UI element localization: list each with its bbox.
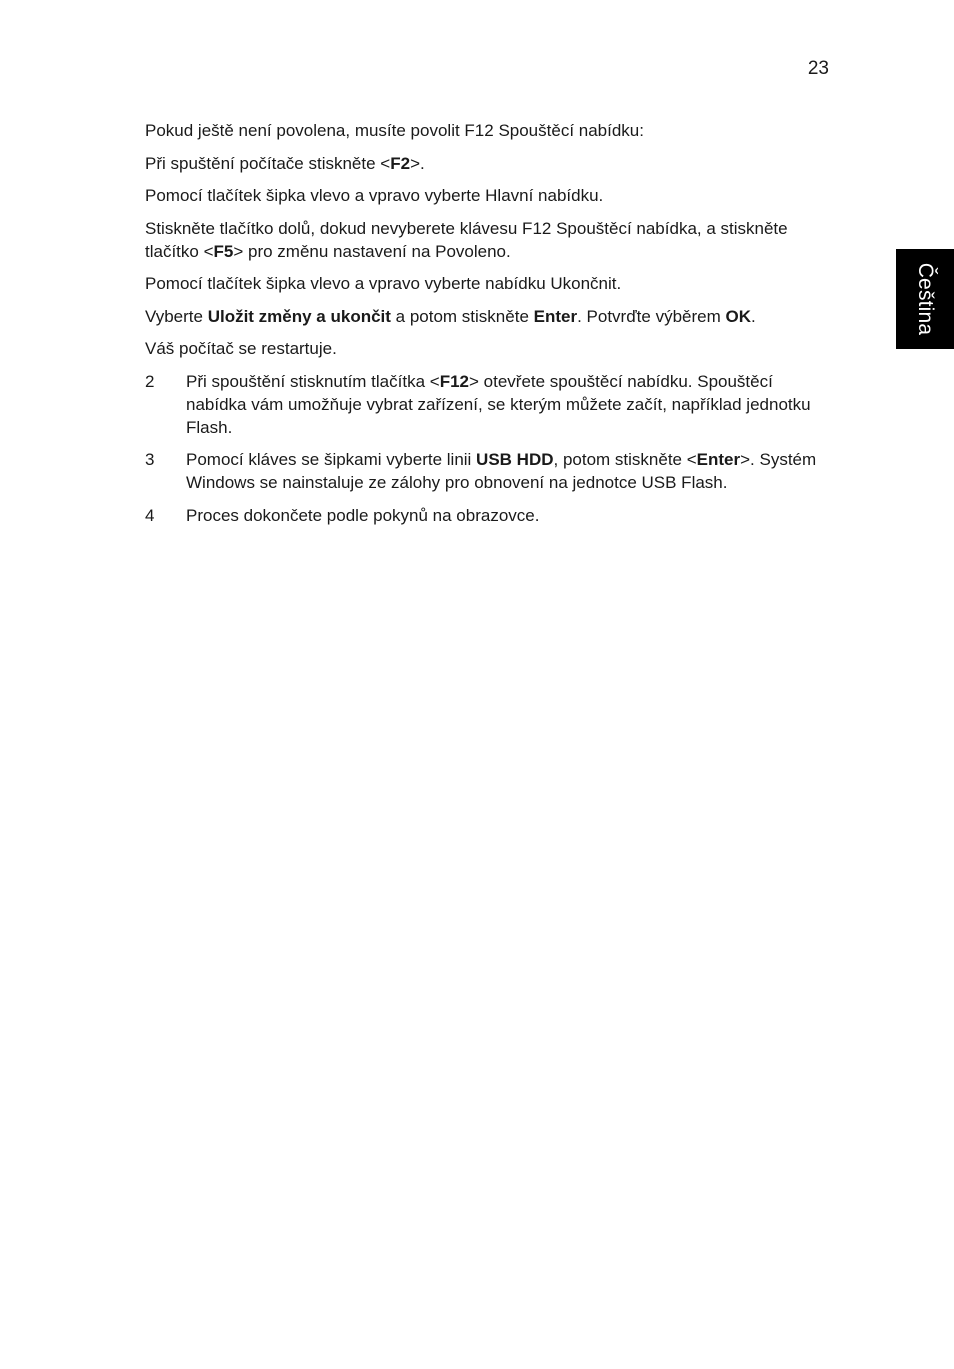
paragraph-press-f5: Stiskněte tlačítko dolů, dokud nevyberete klávesu F12 Spouštěcí nabídka, a stiskněte tlačítko <F5> pro změnu nastavení na Povoleno. xyxy=(145,218,788,261)
page-number: 23 xyxy=(807,58,829,79)
language-tab-label: Čeština xyxy=(914,262,937,336)
ok-label: OK xyxy=(725,306,751,326)
step-number: 3 xyxy=(145,450,155,469)
paragraph-enable-boot-menu: Pokud ještě není povolena, musíte povolit F12 Spouštěcí nabídku: xyxy=(145,121,644,140)
key-enter: Enter xyxy=(696,450,741,469)
paragraph-restart: Váš počítač se restartuje. xyxy=(145,339,337,358)
paragraph-save-and-exit: Vyberte Uložit změny a ukončit a potom stiskněte Enter. Potvrďte výběrem OK. xyxy=(145,306,756,326)
save-changes-label: Uložit změny a ukončit xyxy=(207,306,391,326)
key-f5: F5 xyxy=(213,241,234,261)
step-number: 4 xyxy=(145,505,155,525)
usb-hdd-label: USB HDD xyxy=(476,450,554,469)
paragraph-press-f2: Při spuštění počítače stiskněte <F2>. xyxy=(145,153,425,173)
step-number: 2 xyxy=(145,371,155,391)
paragraph-select-exit-menu: Pomocí tlačítek šipka vlevo a vpravo vyberte nabídku Ukončnit. xyxy=(145,274,622,293)
step-item: 4 Proces dokončete podle pokynů na obrazovce. xyxy=(145,505,540,525)
key-f12: F12 xyxy=(439,371,469,391)
key-f2: F2 xyxy=(390,153,411,173)
paragraph-select-main-menu: Pomocí tlačítek šipka vlevo a vpravo vyberte Hlavní nabídku. xyxy=(145,186,604,205)
step-item: 3 Pomocí kláves se šipkami vyberte linii USB HDD, potom stiskněte <Enter>. Systém Windows se nainstaluje ze zálohy pro obnovení na jednotce USB Flash. xyxy=(145,450,817,492)
key-enter: Enter xyxy=(533,306,578,326)
page-content xyxy=(145,119,835,536)
language-tab xyxy=(896,249,954,349)
step-item: 2 Při spouštění stisknutím tlačítka <F12> otevřete spouštěcí nabídku. Spouštěcí nabídka vám umožňuje vybrat zařízení, se kterým můžete začít, například jednotku Flash. xyxy=(145,371,811,437)
